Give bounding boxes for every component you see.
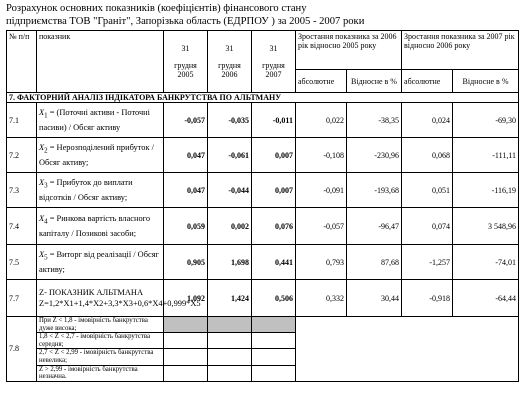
table-row bbox=[7, 173, 519, 208]
abs-growth-2007: 0,024 bbox=[402, 103, 453, 138]
value-2005: 0,047 bbox=[164, 138, 208, 173]
section-row bbox=[7, 93, 519, 103]
blank-cell bbox=[208, 365, 252, 381]
interpretation-text: 2,7 < Z < 2,99 - імовірність банкрутства невелика; bbox=[37, 349, 164, 365]
interpretation-text: При Z < 1,8 - імовірність банкрутства дуже висока; bbox=[37, 317, 164, 333]
abs-growth-2006: -0,091 bbox=[296, 173, 347, 208]
value-2006: 1,424 bbox=[208, 280, 252, 317]
header-2005-top: 31 bbox=[181, 44, 190, 53]
blank-cell bbox=[164, 365, 208, 381]
table-row bbox=[7, 280, 519, 317]
indicator-sub: 2 bbox=[44, 146, 48, 155]
financial-ratios-table bbox=[6, 30, 519, 382]
abs-growth-2006: -0,057 bbox=[296, 208, 347, 245]
indicator-text: = Ринкова вартість власного капіталу / Позикові засоби; bbox=[39, 214, 151, 238]
indicator-var: X bbox=[39, 108, 45, 118]
rel-growth-2007: -74,01 bbox=[453, 245, 519, 280]
header-2007-bottom: грудня 2007 bbox=[262, 61, 285, 79]
header-rel-2: Відносне в % bbox=[453, 70, 519, 93]
rel-growth-2006: 87,68 bbox=[347, 245, 402, 280]
abs-growth-2006: 0,022 bbox=[296, 103, 347, 138]
value-2006: -0,035 bbox=[208, 103, 252, 138]
row-num: 7.2 bbox=[7, 138, 37, 173]
value-2007: 0,441 bbox=[252, 245, 296, 280]
value-2006: 1,698 bbox=[208, 245, 252, 280]
header-indicator: показник bbox=[37, 31, 164, 93]
document-title bbox=[6, 2, 518, 28]
indicator-text: = (Поточні активи - Поточні пасиви) / Обсяг активу bbox=[39, 108, 150, 132]
rel-growth-2006: -96,47 bbox=[347, 208, 402, 245]
abs-growth-2007: 0,068 bbox=[402, 138, 453, 173]
blank-cell bbox=[208, 317, 252, 333]
abs-growth-2007: 0,074 bbox=[402, 208, 453, 245]
blank-cell bbox=[252, 317, 296, 333]
header-2005 bbox=[164, 31, 208, 93]
blank-cell bbox=[164, 333, 208, 349]
value-2006: -0,044 bbox=[208, 173, 252, 208]
interpretation-text: Z > 2,99 - імовірність банкрутства незначна. bbox=[37, 365, 164, 381]
row-num: 7.7 bbox=[7, 280, 37, 317]
abs-growth-2006: -0,108 bbox=[296, 138, 347, 173]
indicator-text: = Прибуток до виплати відсотків / Обсяг активу; bbox=[39, 178, 133, 202]
row-num: 7.8 bbox=[7, 317, 37, 382]
blank-cell bbox=[296, 317, 519, 382]
rel-growth-2006: -193,68 bbox=[347, 173, 402, 208]
value-2007: -0,011 bbox=[252, 103, 296, 138]
section-title: 7. ФАКТОРНИЙ АНАЛІЗ ІНДІКАТОРА БАНКРУТСТВА ПО АЛЬТМАНУ bbox=[7, 93, 519, 103]
blank-cell bbox=[208, 349, 252, 365]
abs-growth-2007: -1,257 bbox=[402, 245, 453, 280]
blank-cell bbox=[252, 349, 296, 365]
header-growth-2007: Зростання показника за 2007 рік відносно 2006 року bbox=[402, 31, 519, 70]
value-2005: -0,057 bbox=[164, 103, 208, 138]
blank-cell bbox=[164, 317, 208, 333]
rel-growth-2007: -64,44 bbox=[453, 280, 519, 317]
value-2007: 0,076 bbox=[252, 208, 296, 245]
header-rel-1: Відносне в % bbox=[347, 70, 402, 93]
header-2005-bottom: грудня 2005 bbox=[174, 61, 197, 79]
value-2005: 0,047 bbox=[164, 173, 208, 208]
header-num: № п/п bbox=[7, 31, 37, 93]
indicator-text: = Нерозподілений прибуток / Обсяг активу; bbox=[39, 143, 154, 167]
indicator-sub: 4 bbox=[44, 217, 48, 226]
title-line-1: Розрахунок основних показників (коефіцієнтів) фінансового стану bbox=[6, 3, 307, 14]
value-2006: -0,061 bbox=[208, 138, 252, 173]
row-indicator bbox=[37, 208, 164, 245]
header-abs-2: абсолютне bbox=[402, 70, 453, 93]
rel-growth-2007: -116,19 bbox=[453, 173, 519, 208]
indicator-var: X bbox=[39, 214, 45, 224]
blank-cell bbox=[164, 349, 208, 365]
row-indicator bbox=[37, 245, 164, 280]
abs-growth-2007: -0,918 bbox=[402, 280, 453, 317]
table-row bbox=[7, 138, 519, 173]
interpretation-text: 1,8 < Z < 2,7 - імовірність банкрутства середня; bbox=[37, 333, 164, 349]
value-2005: 0,905 bbox=[164, 245, 208, 280]
abs-growth-2007: 0,051 bbox=[402, 173, 453, 208]
table-row bbox=[7, 208, 519, 245]
header-2006-top: 31 bbox=[225, 44, 234, 53]
rel-growth-2006: -38,35 bbox=[347, 103, 402, 138]
value-2007: 0,007 bbox=[252, 138, 296, 173]
rel-growth-2007: -69,30 bbox=[453, 103, 519, 138]
row-indicator bbox=[37, 173, 164, 208]
table-row bbox=[7, 103, 519, 138]
abs-growth-2006: 0,793 bbox=[296, 245, 347, 280]
row-num: 7.3 bbox=[7, 173, 37, 208]
table-row bbox=[7, 245, 519, 280]
indicator-text: = Виторг від реалізації / Обсяг активу; bbox=[39, 250, 159, 274]
rel-growth-2007: 3 548,96 bbox=[453, 208, 519, 245]
indicator-sub: 3 bbox=[44, 181, 48, 190]
interpretation-row bbox=[7, 317, 519, 333]
row-indicator bbox=[37, 138, 164, 173]
abs-growth-2006: 0,332 bbox=[296, 280, 347, 317]
blank-cell bbox=[252, 333, 296, 349]
indicator-var: X bbox=[39, 178, 45, 188]
row-num: 7.1 bbox=[7, 103, 37, 138]
value-2006: 0,002 bbox=[208, 208, 252, 245]
indicator-var: X bbox=[39, 250, 45, 260]
header-2006-bottom: грудня 2006 bbox=[218, 61, 241, 79]
rel-growth-2006: 30,44 bbox=[347, 280, 402, 317]
rel-growth-2007: -111,11 bbox=[453, 138, 519, 173]
header-growth-2006: Зростання показника за 2006 рік відносно 2005 року bbox=[296, 31, 402, 70]
value-2005: 1,092 bbox=[164, 280, 208, 317]
title-line-2: підприємства ТОВ "Граніт", Запорізька область (ЕДРПОУ ) за 2005 - 2007 роки bbox=[6, 16, 365, 27]
header-2006 bbox=[208, 31, 252, 93]
row-num: 7.5 bbox=[7, 245, 37, 280]
indicator-sub: 5 bbox=[44, 253, 48, 262]
header-2007-top: 31 bbox=[269, 44, 278, 53]
blank-cell bbox=[208, 333, 252, 349]
blank-cell bbox=[252, 365, 296, 381]
indicator-var: X bbox=[39, 143, 45, 153]
indicator-sub: 1 bbox=[44, 111, 48, 120]
value-2007: 0,007 bbox=[252, 173, 296, 208]
header-abs-1: абсолютне bbox=[296, 70, 347, 93]
header-2007 bbox=[252, 31, 296, 93]
row-indicator bbox=[37, 103, 164, 138]
rel-growth-2006: -230,96 bbox=[347, 138, 402, 173]
table-header-row bbox=[7, 31, 519, 70]
value-2007: 0,506 bbox=[252, 280, 296, 317]
indicator-text: Z- ПОКАЗНИК АЛЬТМАНА Z=1,2*X1+1,4*X2+3,3*X3+0,6*X4+0,999*X5 bbox=[39, 288, 201, 308]
value-2005: 0,059 bbox=[164, 208, 208, 245]
row-num: 7.4 bbox=[7, 208, 37, 245]
